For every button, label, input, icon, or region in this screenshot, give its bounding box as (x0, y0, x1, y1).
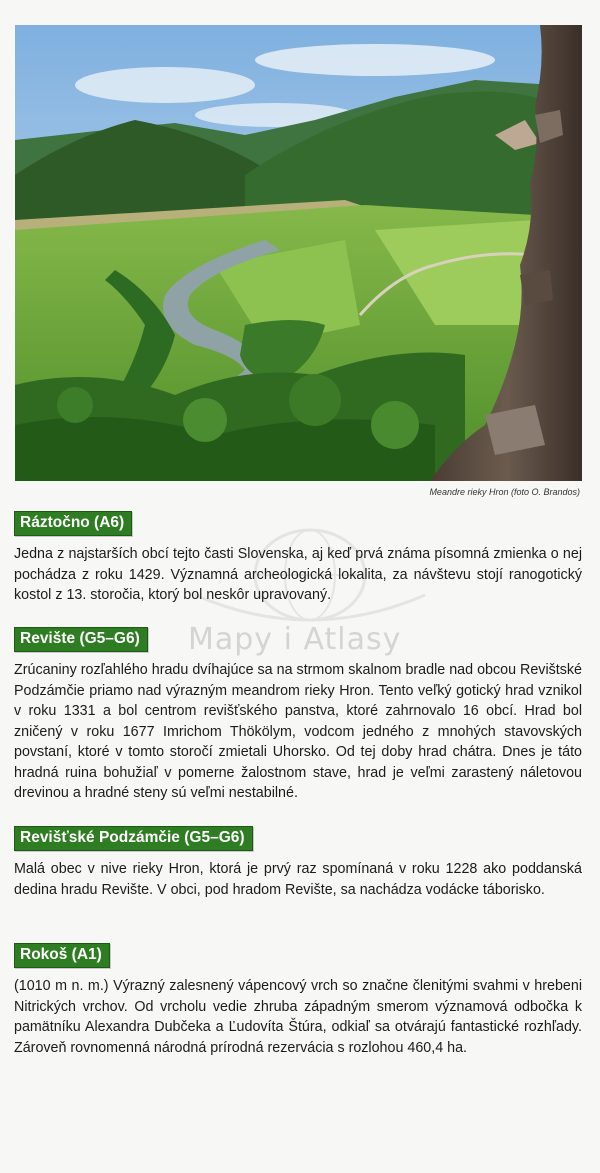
watermark-text: Mapy i Atlasy (188, 622, 402, 657)
section-heading: Rokoš (A1) (14, 943, 110, 968)
section-text: Malá obec v nive rieky Hron, ktorá je prvý raz spomínaná v roku 1228 ako poddanská dedina hradu Revište. V obci, pod hradom Revište, sa nachádza vodácke táborisko. (14, 861, 582, 898)
river-meander-illustration (15, 25, 582, 481)
section-heading: Revišťské Podzámčie (G5–G6) (14, 826, 253, 851)
section-raztocno (14, 511, 584, 606)
section-heading: Ráztočno (A6) (14, 511, 132, 536)
photo-caption: Meandre rieky Hron (foto O. Brandos) (429, 487, 580, 497)
section-text: (1010 m n. m.) Výrazný zalesnený vápencový vrch so značne členitými svahmi v hrebeni Nitrických vrchov. Od vrcholu vedie zhruba západným smerom významová odbočka k pamätníku Alexandra Dubčeka a Ľudovíta Štúra, odkiaľ sa otvárajú fantastické rozhľady. Zároveň rovnomenná národná prírodná rezervácia s rozlohou 460,4 ha. (14, 978, 582, 1056)
section-heading: Revište (G5–G6) (14, 627, 148, 652)
section-rokos (14, 943, 584, 1058)
section-text: Zrúcaniny rozľahlého hradu dvíhajúce sa na strmom skalnom bradle nad obcou Revištské Podzámčie priamo nad výrazným meandrom rieky Hron. Tento veľký gotický hrad vznikol v roku 1331 a bol centrom revišťského panstva, ktoré zahrnovalo 16 obcí. Hrad bol zničený v roku 1677 Imrichom Thökölym, vodcom jedného z mnohých stavovských povstaní, ktoré v tomto storočí zmietali Uhorsko. Od tej doby hrad chátra. Dnes je táto hradná ruina bohužiaľ v pomerne žalostnom stave, hrad je veľmi zarastený náletovou drevinou a hradné steny sú veľmi nestabilné. (14, 662, 582, 801)
landscape-photo (15, 25, 582, 481)
section-reviste (14, 627, 584, 804)
section-text: Jedna z najstarších obcí tejto časti Slovenska, aj keď prvá známa písomná zmienka o nej pochádza z roku 1429. Významná archeologická lokalita, za návštevu stojí ranogotický kostol z 13. storočia, ktorý bol neskôr upravovaný. (14, 546, 582, 603)
section-revistske-podzamcie (14, 826, 584, 900)
